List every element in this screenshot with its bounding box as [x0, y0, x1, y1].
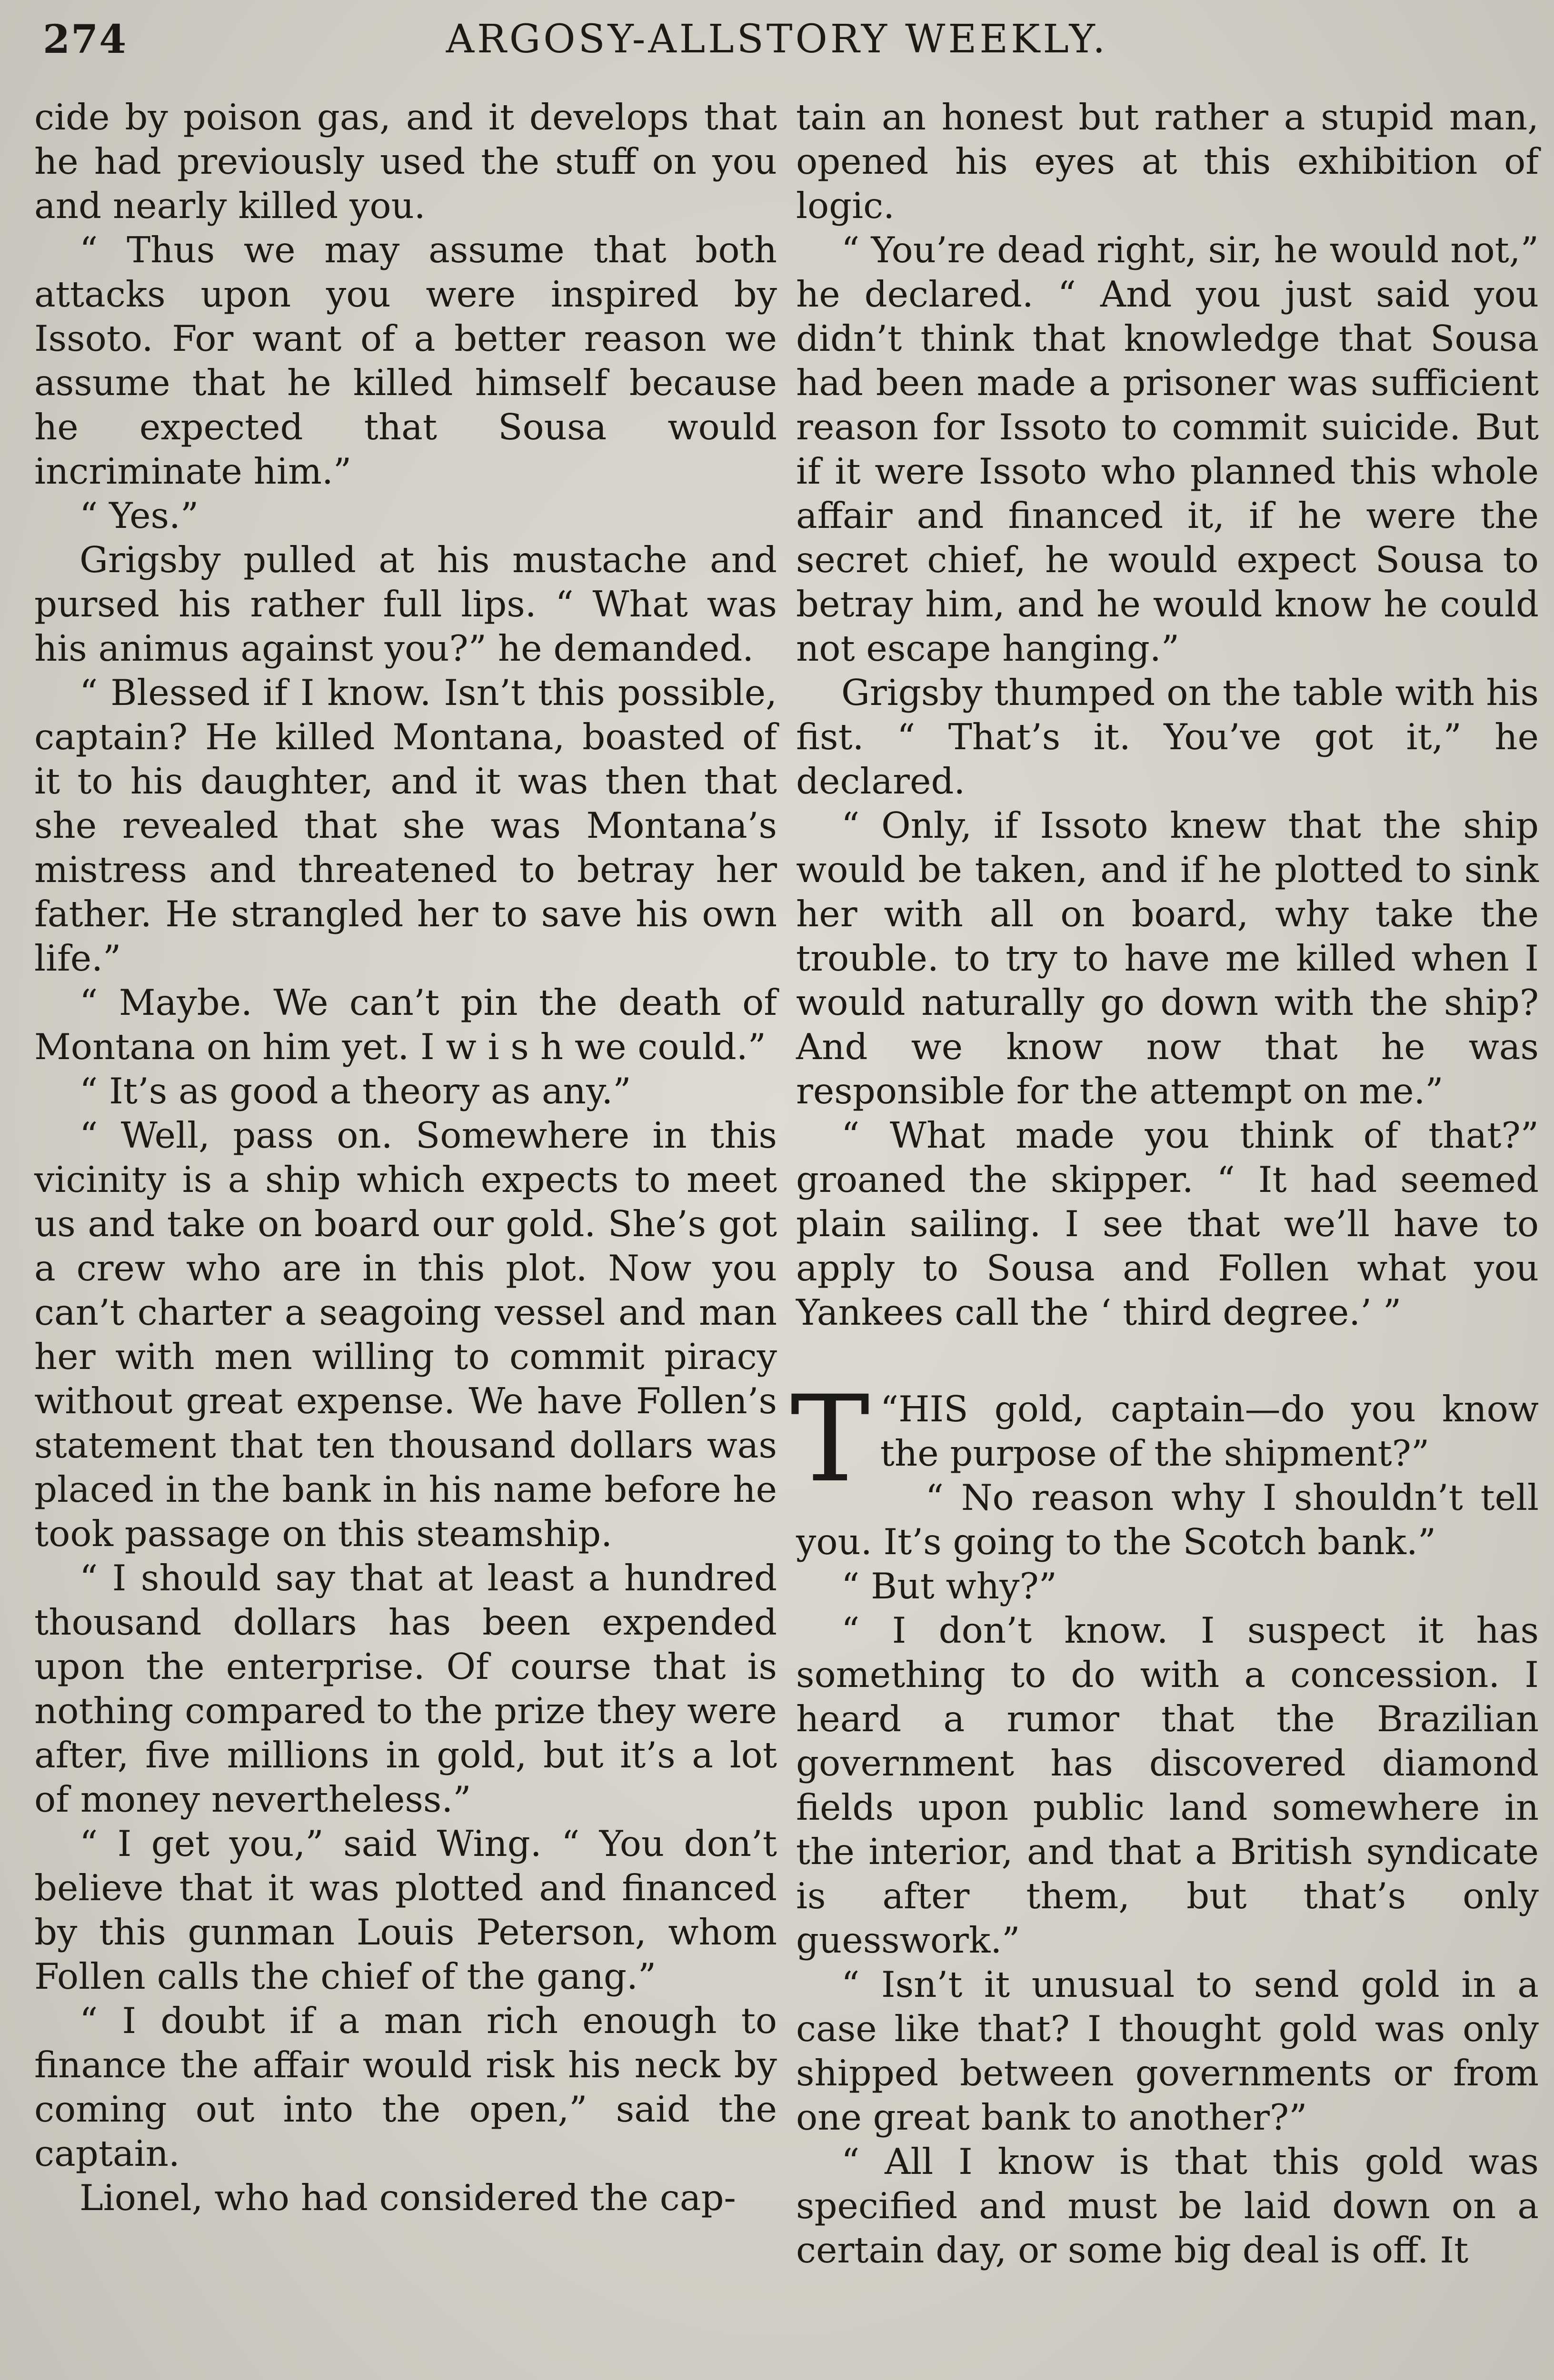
paragraph: “ No reason why I shouldn’t tell you. It’s going to the Scotch bank.” — [796, 1477, 1539, 1563]
right-column — [790, 95, 1539, 2272]
paragraph: tain an honest but rather a stupid man, opened his eyes at this exhibition of logic. — [796, 96, 1539, 227]
paragraph: “ Isn’t it unusual to send gold in a case like that? I thought gold was only shipped between governments or from one great bank to another?” — [796, 1964, 1539, 2138]
paragraph: “ Blessed if I know. Isn’t this possible, captain? He killed Montana, boasted of it to his daughter, and it was then that she revealed that she was Montana’s mistress and threatened to betray her father. He strangled her to save his own life.” — [34, 672, 777, 979]
paragraph: Lionel, who had considered the cap- — [80, 2177, 736, 2219]
paragraph: “ I doubt if a man rich enough to finance the affair would risk his neck by coming out into the open,” said the captain. — [34, 2000, 777, 2174]
paragraph: “ It’s as good a theory as any.” — [80, 1070, 631, 1112]
dropcap-paragraph — [790, 1370, 1539, 1508]
page-number: 274 — [43, 17, 128, 62]
paragraph: “ Only, if Issoto knew that the ship would be taken, and if he plotted to sink her with all on board, why take the trouble. to try to have me killed when I would naturally go down with the ship? And we know now that he was responsible for the attempt on me.” — [796, 804, 1539, 1112]
running-head: ARGOSY-ALLSTORY WEEKLY. — [446, 17, 1108, 62]
paragraph: “ Maybe. We can’t pin the death of Montana on him yet. I w i s h we could.” — [34, 982, 777, 1068]
paragraph: Grigsby pulled at his mustache and pursed his rather full lips. “ What was his animus against you?” he demanded. — [34, 539, 777, 669]
paragraph: cide by poison gas, and it develops that he had previously used the stuff on you and nearly killed you. — [34, 96, 777, 227]
paragraph: “ Thus we may assume that both attacks upon you were inspired by Issoto. For want of a better reason we assume that he killed himself because he expected that Sousa would incriminate him.” — [34, 229, 777, 492]
section-break — [796, 1335, 1539, 1387]
left-column — [34, 95, 777, 2220]
paragraph: “ I should say that at least a hundred thousand dollars has been expended upon the enterprise. Of course that is nothing compared to the prize they were after, five millions in gold, but it’s a lot of money nevertheless.” — [34, 1557, 777, 1820]
paragraph: Grigsby thumped on the table with his fist. “ That’s it. You’ve got it,” he declared. — [796, 672, 1539, 802]
paragraph: “ What made you think of that?” groaned the skipper. “ It had seemed plain sailing. I see that we’ll have to apply to Sousa and Follen what you Yankees call the ‘ third degree.’ ” — [796, 1114, 1539, 1333]
paragraph: “ All I know is that this gold was specified and must be laid down on a certain day, or some big deal is off. It — [796, 2141, 1539, 2271]
paragraph: “ Yes.” — [80, 495, 199, 536]
dropcap-letter: T — [790, 1370, 870, 1508]
paragraph: “ I don’t know. I suspect it has something to do with a concession. I heard a rumor that the Brazilian government has discovered diamond fields upon public land somewhere in the interior, and that a British syndicate is after them, but that’s only guesswork.” — [796, 1609, 1539, 1961]
page-header — [33, 12, 1521, 69]
dropcap-paragraph-text: HIS gold, captain—do you know the purpose of the shipment?” — [880, 1388, 1539, 1474]
paragraph: “ You’re dead right, sir, he would not,” he declared. “ And you just said you didn’t think that knowledge that Sousa had been made a prisoner was sufficient reason for Issoto to commit suicide. But if it were Issoto who planned this whole affair and financed it, if he were the secret chief, he would expect Sousa to betray him, and he would know he could not escape hanging.” — [796, 229, 1539, 669]
opening-quote: “ — [880, 1388, 899, 1430]
paragraph: “ Well, pass on. Somewhere in this vicinity is a ship which expects to meet us and take on board our gold. She’s got a crew who are in this plot. Now you can’t charter a seagoing vessel and man her with men willing to commit piracy without great expense. We have Follen’s statement that ten thousand dollars was placed in the bank in his name before he took passage on this steamship. — [34, 1114, 777, 1555]
paragraph: “ But why?” — [841, 1565, 1057, 1607]
paragraph: “ I get you,” said Wing. “ You don’t believe that it was plotted and financed by this gunman Louis Peterson, whom Follen calls the chief of the gang.” — [34, 1823, 777, 1997]
